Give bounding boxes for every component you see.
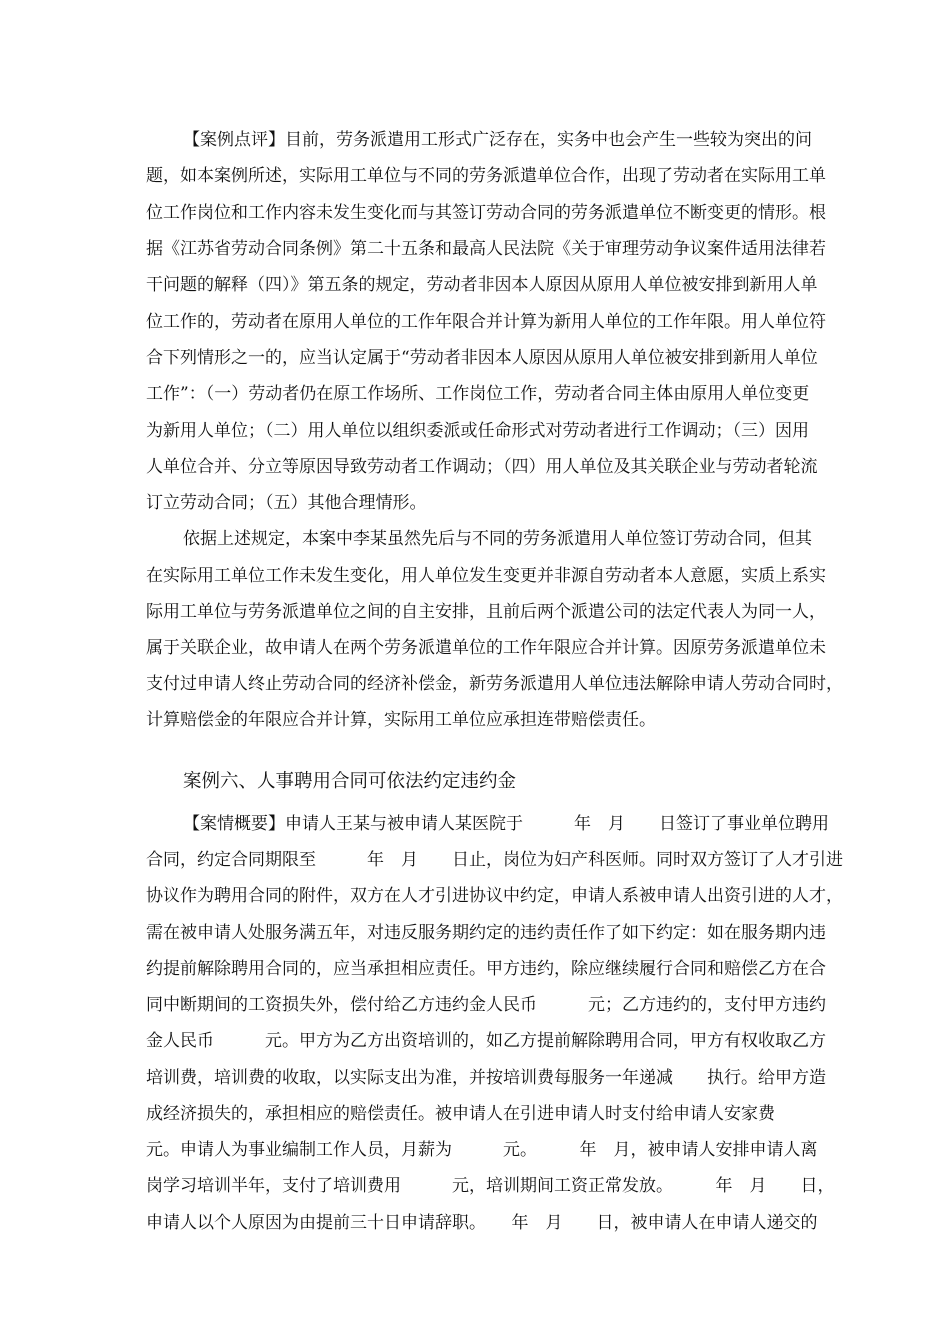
review-line-3: 位工作岗位和工作内容未发生变化而与其签订劳动合同的劳务派遣单位不断变更的情形。根 — [146, 203, 826, 223]
review-line-11: 订立劳动合同；（五）其他合理情形。 — [146, 493, 427, 513]
basis-line-1: 依据上述规定，本案中李某虽然先后与不同的劳务派遣用人单位签订劳动合同，但其 — [183, 529, 812, 549]
basis-line-2: 在实际用工单位工作未发生变化，用人单位发生变更并非源自劳动者本人意愿，实质上系实 — [146, 566, 826, 586]
review-line-4: 据《江苏省劳动合同条例》第二十五条和最高人民法院《关于审理劳动争议案件适用法律若 — [146, 239, 826, 259]
review-line-10: 人单位合并、分立等原因导致劳动者工作调动；（四）用人单位及其关联企业与劳动者轮流 — [146, 457, 818, 477]
case6-line-12: 申请人以个人原因为由提前三十日申请辞职。 年 月 日，被申请人在申请人递交的 — [146, 1213, 818, 1233]
case6-line-8: 培训费，培训费的收取，以实际支出为准，并按培训费每服务一年递减 执行。给甲方造 — [146, 1068, 826, 1088]
case6-line-10: 元。申请人为事业编制工作人员，月薪为 元。 年 月，被申请人安排申请人离 — [146, 1140, 818, 1160]
case6-heading: 案例六、人事聘用合同可依法约定违约金 — [183, 771, 517, 792]
case6-line-1: 【案情概要】申请人王某与被申请人某医院于 年 月 日签订了事业单位聘用 — [183, 814, 829, 834]
case6-line-7: 金人民币 元。甲方为乙方出资培训的，如乙方提前解除聘用合同，甲方有权收取乙方 — [146, 1031, 826, 1051]
review-line-1: 【案例点评】目前，劳务派遣用工形式广泛存在，实务中也会产生一些较为突出的问 — [183, 130, 812, 150]
review-line-7: 合下列情形之一的，应当认定属于“劳动者非因本人原因从原用人单位被安排到新用人单位 — [146, 348, 818, 368]
basis-line-6: 计算赔偿金的年限应合并计算，实际用工单位应承担连带赔偿责任。 — [146, 710, 656, 730]
case6-line-6: 同中断期间的工资损失外，偿付给乙方违约金人民币 元；乙方违约的，支付甲方违约 — [146, 995, 826, 1015]
case6-line-3: 协议作为聘用合同的附件，双方在人才引进协议中约定，申请人系被申请人出资引进的人才， — [146, 886, 843, 906]
case6-line-2: 合同，约定合同期限至 年 月 日止，岗位为妇产科医师。同时双方签订了人才引进 — [146, 850, 843, 870]
review-line-2: 题，如本案例所述，实际用工单位与不同的劳务派遣单位合作，出现了劳动者在实际用工单 — [146, 166, 826, 186]
case6-line-9: 成经济损失的，承担相应的赔偿责任。被申请人在引进申请人时支付给申请人安家费 — [146, 1104, 775, 1124]
review-line-6: 位工作的，劳动者在原用人单位的工作年限合并计算为新用人单位的工作年限。用人单位符 — [146, 312, 826, 332]
review-line-9: 为新用人单位；（二）用人单位以组织委派或任命形式对劳动者进行工作调动；（三）因用 — [146, 421, 809, 441]
basis-line-5: 支付过申请人终止劳动合同的经济补偿金，新劳务派遣用人单位违法解除申请人劳动合同时， — [146, 674, 843, 694]
case6-line-11: 岗学习培训半年，支付了培训费用 元，培训期间工资正常发放。 年 月 日， — [146, 1176, 835, 1196]
review-line-8: 工作”：（一）劳动者仍在原工作场所、工作岗位工作，劳动者合同主体由原用人单位变更 — [146, 384, 810, 404]
basis-line-4: 属于关联企业，故申请人在两个劳务派遣单位的工作年限应合并计算。因原劳务派遣单位未 — [146, 638, 826, 658]
case6-line-4: 需在被申请人处服务满五年，对违反服务期约定的违约责任作了如下约定：如在服务期内违 — [146, 923, 826, 943]
case6-line-5: 约提前解除聘用合同的，应当承担相应责任。甲方违约，除应继续履行合同和赔偿乙方在合 — [146, 959, 826, 979]
review-line-5: 干问题的解释（四）》第五条的规定，劳动者非因本人原因从原用人单位被安排到新用人单 — [146, 275, 818, 295]
basis-line-3: 际用工单位与劳务派遣单位之间的自主安排，且前后两个派遣公司的法定代表人为同一人， — [146, 602, 826, 622]
